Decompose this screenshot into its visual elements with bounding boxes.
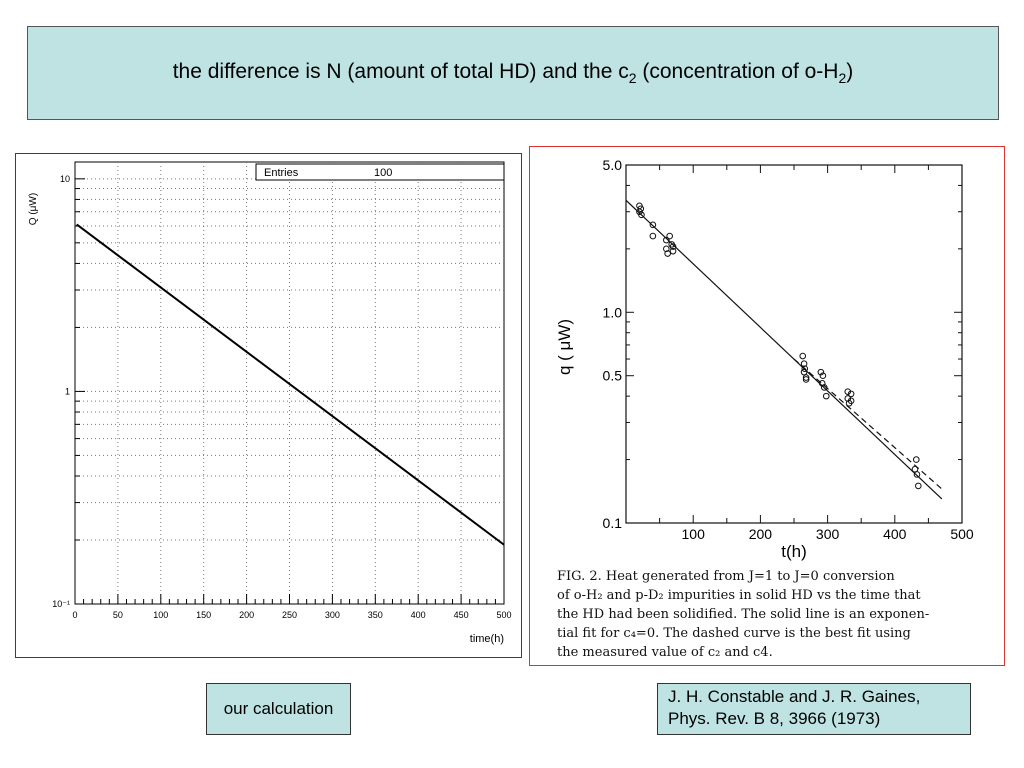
- dashed-fit-line: [794, 359, 942, 489]
- data-point: [800, 353, 806, 359]
- x-tick-label: 0: [72, 610, 78, 620]
- paper-figure-chart: [530, 147, 1004, 567]
- x-tick-label: 400: [883, 526, 907, 542]
- our-calculation-text: our calculation: [223, 699, 334, 718]
- x-tick-label: 300: [815, 526, 840, 542]
- y-tick-label: 0.1: [602, 515, 622, 531]
- title-text: the difference is N (amount of total HD) and the $c_2$ (concentration of $o-H_2$): [172, 59, 854, 87]
- y-tick-label: 1.0: [602, 304, 622, 321]
- reference-label: [657, 683, 971, 735]
- our-calculation-chart-panel: [15, 153, 522, 658]
- x-tick-label: 250: [281, 610, 298, 620]
- y-tick-label: 5.0: [602, 157, 622, 173]
- data-point: [916, 483, 922, 489]
- data-point: [650, 222, 656, 228]
- x-tick-label: 100: [153, 610, 169, 620]
- caption-line: tial fit for c₄=0. The dashed curve is the best fit using: [557, 626, 911, 641]
- reference-line-2: Phys. Rev. B 8, 3966 (1973): [668, 709, 881, 728]
- y-tick-label: 10⁻¹: [52, 599, 70, 609]
- x-tick-label: 200: [239, 610, 255, 620]
- reference-line-1: J. H. Constable and J. R. Gaines,: [668, 687, 921, 706]
- caption-line: the HD had been solidified. The solid line is an exponen-: [557, 607, 930, 622]
- y-axis-label: Q (μW): [28, 192, 39, 226]
- x-tick-label: 200: [748, 526, 773, 542]
- figure-caption: [557, 567, 997, 662]
- y-tick-label: 0.5: [602, 367, 622, 384]
- x-tick-label: 300: [324, 610, 340, 620]
- x-axis-label: t(h): [781, 542, 807, 561]
- caption-line: FIG. 2. Heat generated from J=1 to J=0 conversion: [557, 569, 895, 584]
- solid-fit-line: [626, 200, 942, 499]
- x-tick-label: 100: [681, 526, 705, 542]
- stats-value: 100: [374, 167, 393, 179]
- data-point: [650, 233, 656, 239]
- y-tick-label: 10: [59, 173, 70, 184]
- caption-line: the measured value of c₂ and c4.: [557, 645, 773, 660]
- our-calculation-chart: [16, 154, 521, 657]
- our-calculation-label: [206, 683, 351, 735]
- calculation-line: [77, 224, 504, 544]
- data-point: [667, 233, 673, 239]
- plot-frame: [626, 165, 962, 523]
- x-tick-label: 350: [367, 610, 383, 620]
- x-axis-label: time(h): [469, 633, 504, 645]
- stats-label: Entries: [264, 167, 299, 179]
- x-tick-label: 500: [950, 526, 974, 542]
- x-tick-label: 150: [196, 610, 212, 620]
- caption-line: of o-H₂ and p-D₂ impurities in solid HD vs the time that: [557, 588, 921, 603]
- data-point: [914, 457, 920, 463]
- y-axis-label: q ( μW): [555, 318, 574, 376]
- x-tick-label: 400: [410, 610, 426, 620]
- paper-figure-panel: [529, 146, 1005, 666]
- data-point: [823, 393, 829, 399]
- y-tick-label: 1: [64, 386, 70, 397]
- x-tick-label: 50: [112, 610, 123, 620]
- x-tick-label: 450: [453, 610, 469, 620]
- slide-title: [27, 26, 999, 120]
- x-tick-label: 500: [496, 610, 512, 620]
